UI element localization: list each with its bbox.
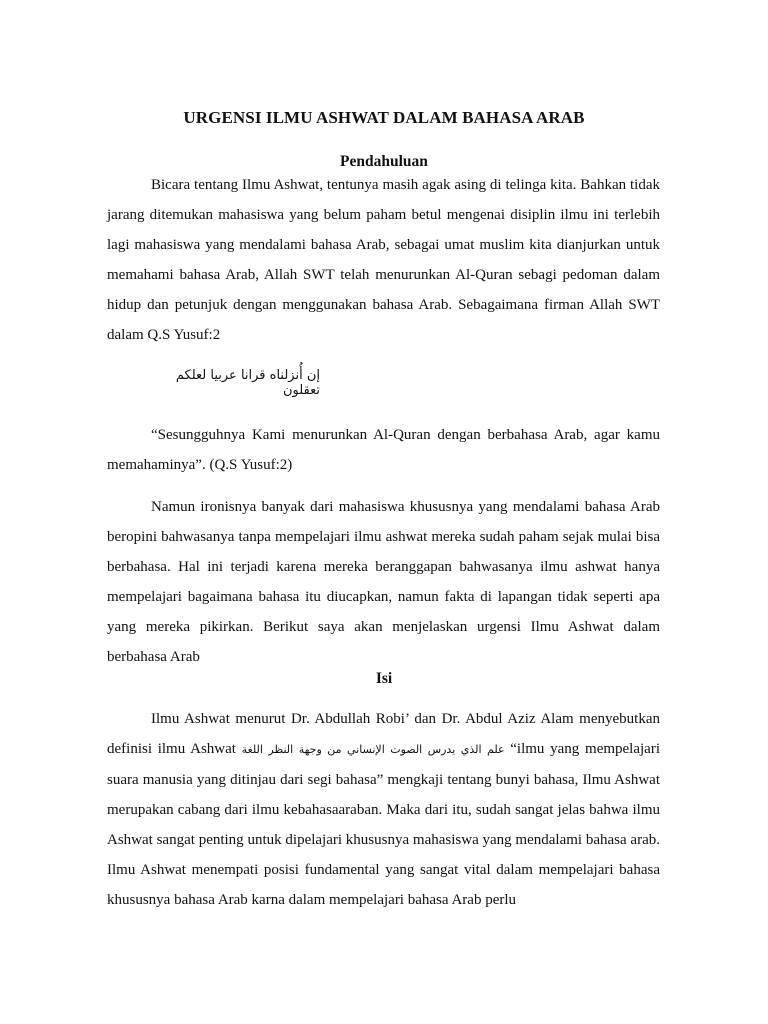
paragraph-intro: Bicara tentang Ilmu Ashwat, tentunya masih agak asing di telinga kita. Bahkan tidak jarang ditemukan mahasiswa yang belum paham betul mengenai disiplin ilmu ini terlebih lagi mahasiswa yang mendalami bahasa Arab, sebagai umat muslim kita dianjurkan untuk memahami bahasa Arab, Allah SWT telah menurunkan Al-Quran sebagi pedoman dalam hidup dan petunjuk dengan menggunakan bahasa Arab. Sebagaimana firman Allah SWT dalam Q.S Yusuf:2 — [107, 177, 660, 343]
section-heading-isi: Isi — [375, 670, 393, 687]
arabic-definition: علم الذي يدرس الصوت الإنساني من وجهة النظر اللغة — [241, 743, 505, 756]
section-heading-pendahuluan: Pendahuluan — [340, 153, 428, 170]
verse-translation: “Sesungguhnya Kami menurunkan Al-Quran dengan berbahasa Arab, agar kamu memahaminya”. (Q.S Yusuf:2) — [107, 427, 660, 473]
paragraph-isi-text-b: “ilmu yang mempelajari suara manusia yang ditinjau dari segi bahasa” mengkaji tentang bunyi bahasa, Ilmu Ashwat merupakan cabang dari ilmu kebahasaaraban. Maka dari itu, sudah sangat jelas bahwa ilmu Ashwat sangat penting untuk dipelajari khususnya mahasiswa yang mendalami bahasa arab. Ilmu Ashwat menempati posisi fundamental yang sangat vital dalam mempelajari bahasa khususnya bahasa Arab karna dalam mempelajari bahasa Arab perlu — [107, 741, 660, 908]
document-title: URGENSI ILMU ASHWAT DALAM BAHASA ARAB — [183, 108, 585, 127]
paragraph-isi-text-a: Ilmu Ashwat menurut Dr. Abdullah Robi’ dan Dr. Abdul Aziz Alam menyebutkan definisi ilmu Ashwat — [107, 711, 660, 757]
arabic-verse: إن أُنزلناه قرانا عربيا لعلكم تعقلون — [175, 368, 320, 398]
paragraph-ironi: Namun ironisnya banyak dari mahasiswa khususnya yang mendalami bahasa Arab beropini bahwasanya tanpa mempelajari ilmu ashwat mereka sudah paham sejak mulai bisa berbahasa. Hal ini terjadi karena mereka beranggapan bahwasanya ilmu ashwat hanya mempelajari bagaimana bahasa itu diucapkan, namun fakta di lapangan tidak seperti apa yang mereka pikirkan. Berikut saya akan menjelaskan urgensi Ilmu Ashwat dalam berbahasa Arab — [107, 499, 660, 665]
paragraph-isi — [107, 704, 660, 915]
